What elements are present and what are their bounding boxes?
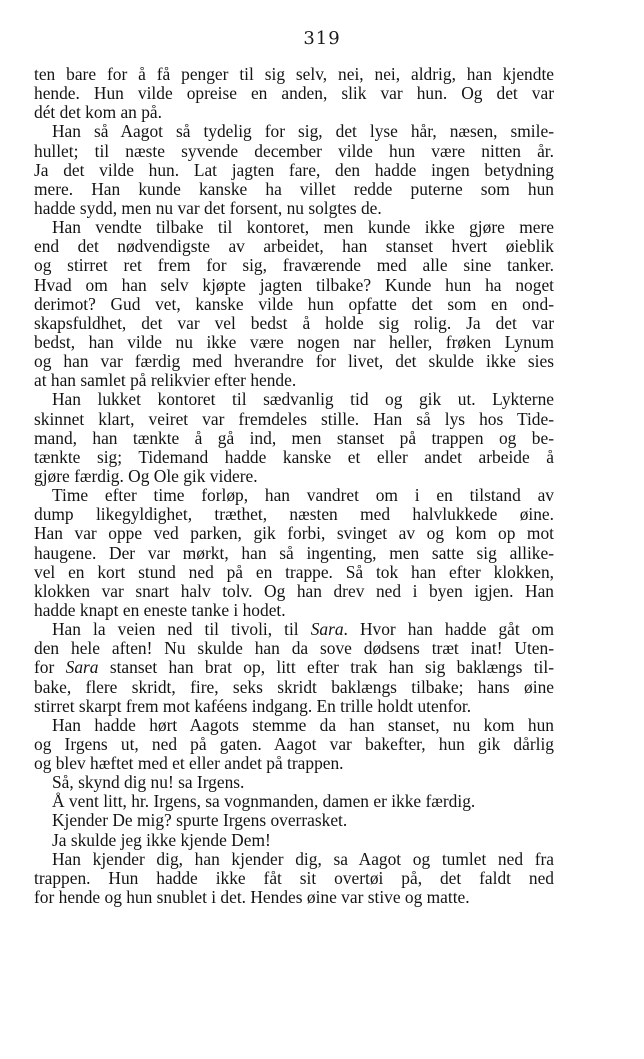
text-line bbox=[34, 850, 554, 869]
text-line bbox=[34, 582, 554, 601]
text-span: og Irgens ut, ned på gaten. Aagot var bakefter, hun gik dårlig bbox=[34, 733, 554, 754]
text-span: hadde sydd, men nu var det forsent, nu solgtes de. bbox=[34, 197, 382, 218]
text-line bbox=[34, 831, 554, 850]
text-line bbox=[34, 218, 554, 237]
text-span: trappen. Hun hadde ikke fåt sit overtøi på, det faldt ned bbox=[34, 867, 554, 888]
text-span: gjøre færdig. Og Ole gik videre. bbox=[34, 465, 258, 486]
italic-text: Sara bbox=[65, 657, 99, 678]
text-line bbox=[34, 276, 554, 295]
text-line bbox=[34, 410, 554, 429]
text-span: Han vendte tilbake til kontoret, men kunde ikke gjøre mere bbox=[52, 217, 554, 238]
text-span: hullet; til næste syvende december vilde hun være nitten år. bbox=[34, 140, 554, 161]
text-line bbox=[34, 256, 554, 275]
text-span: mand, han tænkte å gå ind, men stanset på trappen og be- bbox=[34, 427, 554, 448]
text-span: Han kjender dig, han kjender dig, sa Aagot og tumlet ned fra bbox=[52, 848, 554, 869]
text-line bbox=[34, 524, 554, 543]
text-line bbox=[34, 888, 554, 907]
text-line bbox=[34, 429, 554, 448]
text-span: og blev hæftet med et eller andet på trappen. bbox=[34, 753, 344, 774]
text-span: bake, flere skridt, fire, seks skridt baklængs tilbake; hans øine bbox=[34, 676, 554, 697]
text-span: klokken var snart halv tolv. Og han drev ned i byen igjen. Han bbox=[34, 580, 554, 601]
text-span: end det nødvendigste av arbeidet, han stanset hvert øieblik bbox=[34, 236, 554, 257]
text-span: derimot? Gud vet, kanske vilde hun opfatte det som en ond- bbox=[34, 293, 554, 314]
text-line bbox=[34, 84, 554, 103]
text-line bbox=[34, 448, 554, 467]
body-text bbox=[34, 65, 554, 907]
text-span: skapsfuldhet, det var vel bedst å holde sig rolig. Ja det var bbox=[34, 312, 554, 333]
text-line bbox=[34, 199, 554, 218]
text-span: Han hadde hørt Aagots stemme da han stanset, nu kom hun bbox=[52, 714, 554, 735]
text-line bbox=[34, 678, 554, 697]
text-span: Ja skulde jeg ikke kjende Dem! bbox=[52, 829, 271, 850]
text-span: Hvad om han selv kjøpte jagten tilbake? Kunde hun ha noget bbox=[34, 274, 554, 295]
text-span: Så, skynd dig nu! sa Irgens. bbox=[52, 772, 245, 793]
text-line bbox=[34, 716, 554, 735]
text-line bbox=[34, 792, 554, 811]
text-span: Han var oppe ved parken, gik forbi, svinget av og kom op mot bbox=[34, 523, 554, 544]
text-line bbox=[34, 601, 554, 620]
text-line bbox=[34, 142, 554, 161]
text-span: bedst, han vilde nu ikke være nogen nar heller, frøken Lynum bbox=[34, 331, 554, 352]
text-line bbox=[34, 390, 554, 409]
text-span: haugene. Der var mørkt, han så ingenting, men satte sig allike- bbox=[34, 542, 554, 563]
text-span: mere. Han kunde kanske ha villet redde puterne som hun bbox=[34, 178, 554, 199]
text-span: dét det kom an på. bbox=[34, 102, 162, 123]
text-span: dump likegyldighet, træthet, næsten med halvlukkede øine. bbox=[34, 504, 554, 525]
text-line bbox=[34, 333, 554, 352]
text-line bbox=[34, 103, 554, 122]
text-line bbox=[34, 352, 554, 371]
text-line bbox=[34, 295, 554, 314]
text-line bbox=[34, 754, 554, 773]
text-span: og han var færdig med hverandre for livet, det skulde ikke sies bbox=[34, 351, 554, 372]
text-line bbox=[34, 544, 554, 563]
text-line bbox=[34, 486, 554, 505]
text-span: hende. Hun vilde opreise en anden, slik var hun. Og det var bbox=[34, 83, 554, 104]
text-line bbox=[34, 122, 554, 141]
text-span: Han så Aagot så tydelig for sig, det lyse hår, næsen, smile- bbox=[52, 121, 554, 142]
text-line bbox=[34, 237, 554, 256]
text-span: Time efter time forløp, han vandret om i en tilstand av bbox=[52, 485, 554, 506]
text-span: hadde knapt en eneste tanke i hodet. bbox=[34, 599, 286, 620]
text-span: stirret skarpt frem mot kaféens indgang. En trille holdt utenfor. bbox=[34, 695, 472, 716]
text-line bbox=[34, 658, 554, 677]
text-span: Ja det vilde hun. Lat jagten fare, den hadde ingen betydning bbox=[34, 159, 554, 180]
text-line bbox=[34, 563, 554, 582]
text-span: vel en kort stund ned på en trappe. Så tok han efter klokken, bbox=[34, 561, 554, 582]
text-line bbox=[34, 735, 554, 754]
text-span: Han lukket kontoret til sædvanlig tid og gik ut. Lykterne bbox=[52, 389, 554, 410]
text-line bbox=[34, 869, 554, 888]
text-line bbox=[34, 65, 554, 84]
text-span: . Hvor han hadde gåt om bbox=[343, 619, 554, 640]
text-span: stanset han brat op, litt efter trak han sig baklængs til- bbox=[98, 657, 554, 678]
text-line bbox=[34, 639, 554, 658]
text-line bbox=[34, 371, 554, 390]
text-span: tænkte sig; Tidemand hadde kanske et eller andet arbeide å bbox=[34, 446, 554, 467]
text-span: for bbox=[34, 657, 66, 678]
text-span: skinnet klart, veiret var fremdeles stille. Han så lys hos Tide- bbox=[34, 408, 554, 429]
text-line bbox=[34, 811, 554, 830]
text-line bbox=[34, 697, 554, 716]
text-span: for hende og hun snublet i det. Hendes øine var stive og matte. bbox=[34, 887, 470, 908]
text-span: den hele aften! Nu skulde han da sove dødsens træt inat! Uten- bbox=[34, 638, 554, 659]
text-span: at han samlet på relikvier efter hende. bbox=[34, 370, 297, 391]
text-span: ten bare for å få penger til sig selv, nei, nei, aldrig, han kjendte bbox=[34, 64, 554, 84]
text-line bbox=[34, 505, 554, 524]
text-span: Kjender De mig? spurte Irgens overrasket. bbox=[52, 810, 348, 831]
italic-text: Sara bbox=[310, 619, 344, 640]
text-line bbox=[34, 773, 554, 792]
page-number: 319 bbox=[303, 28, 341, 49]
text-line bbox=[34, 620, 554, 639]
text-span: Han la veien ned til tivoli, til bbox=[52, 619, 311, 640]
text-span: Å vent litt, hr. Irgens, sa vognmanden, damen er ikke færdig. bbox=[52, 791, 476, 812]
text-line bbox=[34, 161, 554, 180]
text-line bbox=[34, 180, 554, 199]
text-line bbox=[34, 467, 554, 486]
text-span: og stirret ret frem for sig, fraværende med alle sine tanker. bbox=[34, 255, 554, 276]
text-line bbox=[34, 314, 554, 333]
